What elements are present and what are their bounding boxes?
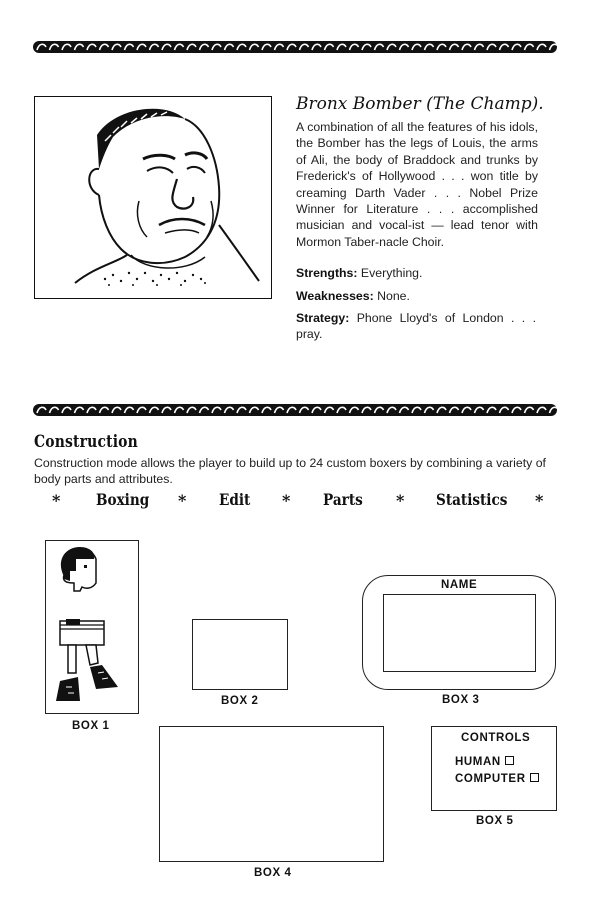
weaknesses-line (296, 288, 541, 304)
human-label: HUMAN (455, 756, 501, 768)
box-1 (45, 540, 139, 714)
menu-star: * (282, 491, 291, 510)
name-field (383, 594, 536, 672)
box-2 (192, 619, 288, 690)
strategy-label: Strategy: (296, 311, 350, 325)
menu-item-parts: Parts (323, 490, 363, 509)
box-1-label: BOX 1 (72, 720, 110, 732)
menu-item-statistics: Statistics (436, 490, 508, 509)
champ-title: Bronx Bomber (The Champ). (296, 94, 544, 114)
computer-label: COMPUTER (455, 773, 526, 785)
name-label: NAME (441, 579, 478, 591)
rope-border-middle (33, 401, 557, 419)
computer-option (455, 773, 539, 785)
champ-bio: A combination of all the features of his idols, the Bomber has the legs of Louis, the arms of Ali, the body of Braddock and trunks by Frederick's of Hollywood . . . won title by creaming Darth Vader . . . Nobel Prize Winner for Literature . . . accomplished musician and vocal-ist — lead tenor with Mormon Taber-nacle Choir. (296, 120, 538, 249)
human-checkbox (505, 756, 514, 765)
box-4 (159, 726, 384, 862)
human-option (455, 756, 514, 768)
box-5-label: BOX 5 (476, 815, 514, 827)
rope-band (33, 41, 557, 53)
menu-item-boxing: Boxing (96, 490, 150, 509)
rope-border-top (33, 38, 557, 56)
section-intro: Construction mode allows the player to build up to 24 custom boxers by combining a variety of body parts and attributes. (34, 456, 546, 486)
weaknesses-value: None. (377, 289, 410, 303)
box-2-label: BOX 2 (221, 695, 259, 707)
boxer-sprite-image (46, 541, 137, 712)
strengths-value: Everything. (360, 266, 423, 280)
strengths-label: Strengths: (296, 266, 358, 280)
computer-checkbox (530, 773, 539, 782)
section-title: Construction (34, 432, 138, 452)
menu-item-edit: Edit (219, 490, 251, 509)
champ-portrait (34, 96, 272, 299)
box-4-label: BOX 4 (254, 867, 292, 879)
box-3-label: BOX 3 (442, 694, 480, 706)
menu-star: * (396, 491, 405, 510)
weaknesses-label: Weaknesses: (296, 289, 374, 303)
menu-star: * (178, 491, 187, 510)
menu-star: * (52, 491, 61, 510)
box-3 (362, 575, 556, 690)
mode-menu (0, 490, 600, 514)
boxer-caricature-image (35, 97, 271, 298)
strengths-line (296, 265, 541, 281)
box-5 (431, 726, 557, 811)
strategy-line (296, 310, 536, 343)
menu-star: * (535, 491, 544, 510)
strategy-value: Phone Lloyd's of London . . . pray. (296, 311, 536, 342)
rope-band (33, 404, 557, 416)
controls-label: CONTROLS (461, 732, 531, 744)
